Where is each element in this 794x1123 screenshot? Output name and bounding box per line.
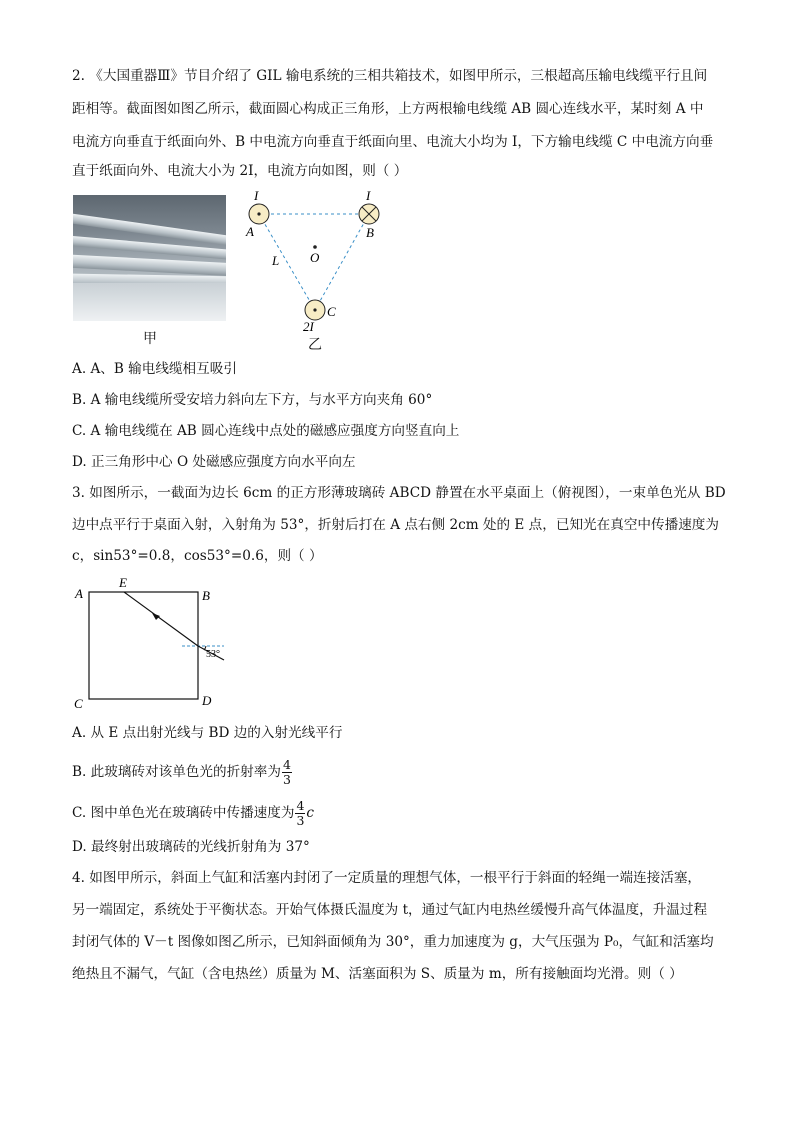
q2-line-4: 直于纸面向外、电流大小为 2I，电流方向如图，则（ ） (72, 163, 408, 179)
figure-yi-caption: 乙 (308, 337, 322, 353)
q2-option-c: C. A 输电线缆在 AB 圆心连线中点处的磁感应强度方向竖直向上 (72, 423, 460, 439)
figure-yi-diagram (240, 185, 390, 350)
q3-option-a: A. 从 E 点出射光线与 BD 边的入射光线平行 (72, 725, 343, 741)
q2-option-b: B. A 输电线缆所受安培力斜向左下方，与水平方向夹角 60° (72, 392, 433, 408)
label-b: B (366, 225, 374, 240)
q3-line-2: 边中点平行于桌面入射，入射角为 53°，折射后打在 A 点右侧 2cm 处的 E 点，已知光在真空中传播速度为 (72, 517, 719, 533)
q4-line-3: 封闭气体的 V－t 图像如图乙所示，已知斜面倾角为 30°，重力加速度为 g，大气压强为 P₀，气缸和活塞均 (72, 934, 714, 950)
label-c: C (74, 696, 83, 711)
glass-brick-diagram (64, 572, 239, 712)
triangle-side-bc (315, 214, 369, 310)
q2-line-2: 距相等。截面图如图乙所示，截面圆心构成正三角形，上方两根输电线缆 AB 圆心连线水平，某时刻 A 中 (72, 101, 704, 117)
fraction-4-3: $\frac{4}{3}$ (282, 757, 291, 787)
label-a: A (246, 224, 254, 239)
square-abcd (89, 592, 198, 699)
pipeline-photo (73, 195, 226, 321)
center-o (313, 245, 317, 249)
q3-option-b (72, 757, 293, 787)
label-a: A (75, 586, 83, 601)
figure-jia-caption: 甲 (143, 331, 157, 347)
label-b: B (202, 588, 210, 603)
label-d: D (202, 693, 212, 708)
label-i-left: I (254, 188, 259, 203)
q4-line-2: 另一端固定，系统处于平衡状态。开始气体摄氏温度为 t，通过气缸内电热丝缓慢升高气体温度，升温过程 (72, 902, 708, 918)
label-l: L (272, 253, 280, 268)
ray-arrow (152, 613, 160, 620)
q2-option-a: A. A、B 输电线缆相互吸引 (72, 361, 237, 377)
refracted-ray (124, 592, 198, 646)
label-2i: 2I (303, 319, 314, 334)
fraction-4-3-c: $\frac{4}{3}$ (296, 798, 305, 828)
q3-option-b-text: B. 此玻璃砖对该单色光的折射率为 (72, 764, 281, 780)
q3-line-3: c，sin53°=0.8，cos53°=0.6，则（ ） (72, 548, 323, 564)
q2-option-d: D. 正三角形中心 O 处磁感应强度方向水平向左 (72, 454, 356, 470)
label-c: C (327, 304, 336, 319)
q4-line-4: 绝热且不漏气，气缸（含电热丝）质量为 M、活塞面积为 S、质量为 m，所有接触面均光滑。则（ ） (72, 966, 683, 982)
triangle-side-ac (259, 214, 315, 310)
q3-option-c: C. 图中单色光在玻璃砖中传播速度为 $\frac{4}{3}$ c (72, 798, 315, 828)
label-e: E (119, 575, 127, 590)
label-i-right: I (366, 188, 371, 203)
q2-line-3: 电流方向垂直于纸面向外、B 中电流方向垂直于纸面向里、电流大小均为 I，下方输电线缆 C 中电流方向垂 (72, 134, 714, 150)
label-angle: 53° (206, 649, 220, 660)
q2-line-1: 2. 《大国重器Ⅲ》节目介绍了 GIL 输电系统的三相共箱技术，如图甲所示，三根超高压输电线缆平行且间 (72, 68, 708, 84)
q3-option-d: D. 最终射出玻璃砖的光线折射角为 37° (72, 839, 310, 855)
label-o: O (310, 250, 320, 265)
q3-line-1: 3. 如图所示，一截面为边长 6cm 的正方形薄玻璃砖 ABCD 静置在水平桌面上（俯视图），一束单色光从 BD (72, 485, 726, 501)
q3-option-c-text: C. 图中单色光在玻璃砖中传播速度为 (72, 805, 295, 821)
q4-line-1: 4. 如图甲所示，斜面上气缸和活塞内封闭了一定质量的理想气体，一根平行于斜面的轻绳一端连接活塞， (72, 870, 702, 886)
